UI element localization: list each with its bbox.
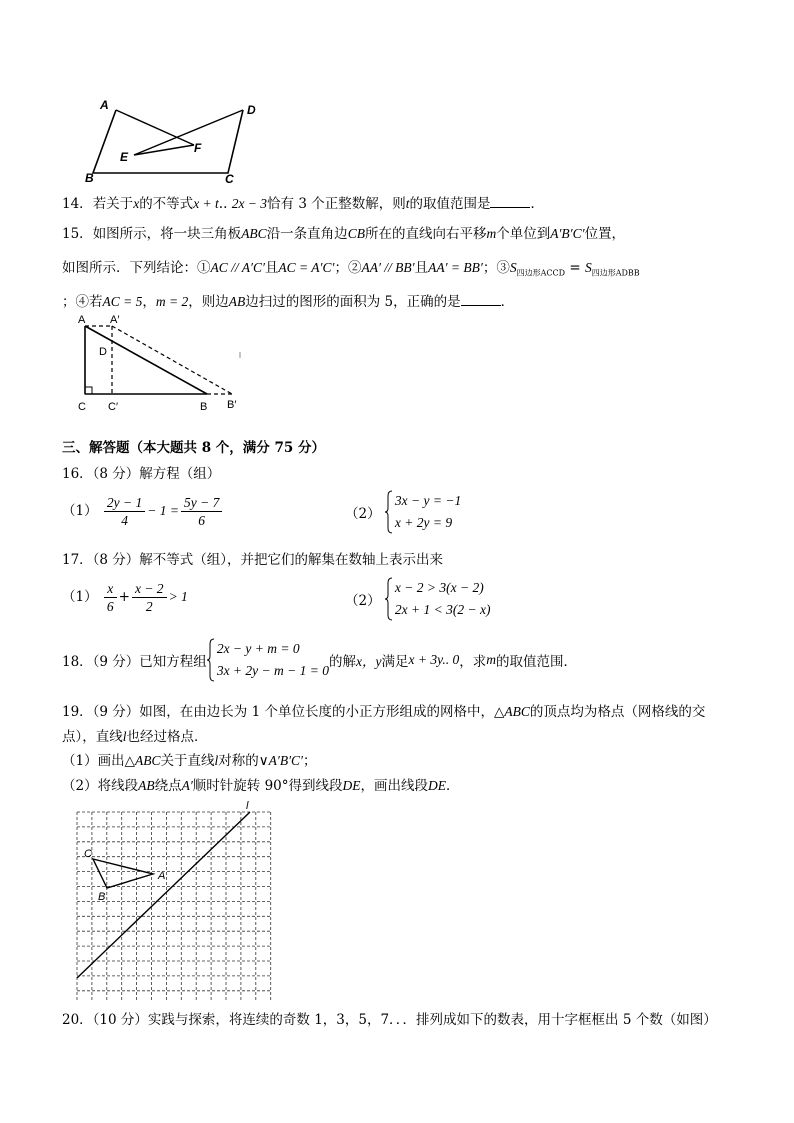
fig2-label-b-prime: B′	[227, 399, 237, 411]
part-label: （1）	[62, 503, 98, 519]
question-18	[62, 638, 577, 682]
q18-text: 的取值范围．	[495, 654, 577, 670]
q15-text: 且	[264, 260, 279, 276]
q15-math: AC = 5	[102, 294, 143, 309]
q15-math: =	[565, 260, 585, 276]
equation-system	[385, 490, 461, 534]
q14-expr: x + t	[193, 196, 219, 211]
q15-text: ，	[142, 294, 156, 310]
fraction-denominator: 6	[198, 513, 206, 528]
question-19-sub2	[62, 774, 460, 794]
math-text: +	[118, 589, 130, 605]
figure-triangle-translation	[72, 312, 252, 414]
fraction-numerator: 5y − 7	[181, 494, 222, 512]
q19-math: ∨A′B′C′	[258, 753, 303, 768]
q15-math: m	[486, 226, 497, 241]
q19-text: 顺时针旋转 90°得到线段	[192, 778, 343, 794]
question-16-head: 16．（8 分）解方程（组）	[62, 466, 221, 482]
question-15-line1	[62, 222, 625, 242]
equation-system	[207, 638, 329, 682]
fig2-label-c-prime: C′	[108, 401, 119, 413]
fig2-label-a-prime: A′	[110, 314, 120, 326]
fig1-label-b: B	[85, 171, 94, 185]
q19-math: △ABC	[124, 753, 161, 768]
q15-math: AB	[228, 294, 246, 309]
answer-blank[interactable]	[461, 293, 501, 306]
question-17-part1	[62, 580, 188, 615]
q15-math: CB	[347, 226, 365, 241]
fig1-label-f: F	[194, 141, 202, 155]
q14-rel: ..	[218, 196, 228, 212]
question-17-head: 17．（8 分）解不等式（组），并把它们的解集在数轴上表示出来	[62, 552, 444, 568]
q15-text: 沿一条直角边	[266, 226, 348, 242]
q15-text: 个单位到	[496, 226, 551, 242]
fig2-label-a: A	[78, 314, 86, 326]
equation: 3x − y = −1	[394, 493, 462, 508]
math-text: − 1 =	[147, 503, 179, 518]
q14-var: t	[405, 196, 410, 211]
inequality: 2x + 1 < 3(2 − x)	[394, 602, 491, 617]
q19-text: ．	[446, 778, 460, 794]
fig1-label-d: D	[247, 103, 256, 117]
inequality-system	[385, 577, 491, 621]
q19-math: DE	[342, 778, 361, 793]
q15-text: ；③	[482, 260, 510, 276]
math-text: > 1	[168, 589, 188, 604]
fig1-label-a: A	[100, 98, 109, 112]
equation: 2x − y + m = 0	[216, 641, 300, 656]
q15-text: 位置，	[584, 226, 626, 242]
fig1-label-c: C	[225, 172, 234, 185]
part-label: （2）	[345, 593, 381, 609]
q15-text: ；④若	[62, 294, 103, 310]
q14-text: 恰有 3 个正整数解，则	[267, 196, 406, 212]
question-15-line2	[62, 256, 640, 279]
fraction-denominator: 2	[145, 599, 153, 614]
q18-math: x + 3y.. 0	[408, 652, 460, 667]
q18-text: 18．（9 分）已知方程组	[62, 654, 207, 670]
q15-math: AA′ = BB′	[428, 260, 483, 275]
q19-text: （2）将线段	[62, 778, 139, 794]
q19-math: l	[214, 753, 219, 768]
q15-text: ；②	[334, 260, 362, 276]
q19-text: 绕点	[154, 778, 182, 794]
q15-number: 15．	[62, 226, 93, 242]
q15-math: S	[584, 260, 592, 275]
q19-text: 也经过格点．	[126, 729, 208, 745]
fraction-numerator: 2y − 1	[104, 494, 145, 512]
q18-math: m	[486, 652, 496, 667]
q15-sub: 四边形ACCD	[516, 268, 566, 278]
part-label: （1）	[62, 589, 98, 605]
question-14	[62, 192, 544, 212]
question-16-part1	[62, 494, 224, 529]
q15-math: S	[509, 260, 517, 275]
q15-math: AC = A′C′	[278, 260, 335, 275]
q19-text: 关于直线	[160, 753, 215, 769]
q15-text: 如图所示，将一块三角板	[92, 226, 242, 242]
fraction-denominator: 4	[121, 513, 128, 528]
question-17-part2	[345, 577, 490, 621]
figure-grid	[68, 800, 273, 1002]
fig2-label-c: C	[78, 401, 86, 413]
equation: 3x + 2y − m − 1 = 0	[216, 663, 329, 678]
q19-text: ，画出线段	[360, 778, 429, 794]
q15-text: 边扫过的图形的面积为 5，正确的是	[245, 294, 461, 310]
question-16-part2	[345, 490, 461, 534]
question-19-line2	[62, 725, 208, 745]
q19-text: 19．（9 分）如图，在由边长为 1 个单位长度的小正方形组成的网格中，	[62, 704, 494, 720]
q15-math: AA′ // BB′	[361, 260, 415, 275]
q19-text: 点），直线	[62, 729, 123, 745]
q15-text: 所在的直线向右平移	[364, 226, 487, 242]
triangle-abc	[93, 859, 153, 888]
q15-math: AC // A′C′	[210, 260, 265, 275]
part-label: （2）	[345, 506, 381, 522]
q19-math: l	[122, 729, 127, 744]
answer-blank[interactable]	[490, 195, 530, 208]
fig3-label-c: C	[84, 848, 92, 860]
q15-math: A′B′C′	[550, 226, 585, 241]
q19-text: 对称的	[218, 753, 259, 769]
fraction-numerator: x	[104, 580, 117, 598]
q19-math: AB	[138, 778, 155, 793]
q14-expr: 2x − 3	[231, 196, 268, 211]
q19-text: ；	[303, 753, 317, 769]
fig3-label-l: l	[246, 800, 249, 812]
inequality: x − 2 > 3(x − 2)	[394, 580, 484, 595]
q15-text: ，则边	[188, 294, 229, 310]
q19-math: A′	[181, 778, 193, 793]
grid-lines	[77, 812, 271, 1002]
question-15-line3	[62, 290, 514, 310]
q18-text: ，求	[459, 654, 487, 670]
fraction-numerator: x − 2	[132, 580, 167, 598]
q15-text: 如图所示．下列结论：①	[62, 260, 211, 276]
fig2-label-d: D	[99, 346, 107, 358]
question-19-line1	[62, 700, 705, 720]
fig2-label-b: B	[200, 401, 208, 413]
fraction-denominator: 6	[106, 599, 114, 614]
equation: x + 2y = 9	[394, 515, 453, 530]
q18-text: 的解	[329, 654, 356, 670]
fig1-label-e: E	[120, 150, 129, 164]
q19-text: 的顶点均为格点（网格线的交	[529, 704, 706, 720]
q15-text: 且	[414, 260, 429, 276]
fig3-label-a: A	[158, 870, 166, 882]
q15-end: ．	[500, 294, 515, 310]
q14-text: 的取值范围是	[409, 196, 491, 212]
question-20: 20．（10 分）实践与探索，将连续的奇数 1，3，5，7．．．排列成如下的数表，用十字框框出 5 个数（如图）	[62, 1012, 717, 1028]
q18-text: 满足	[381, 654, 409, 670]
q19-text: （1）画出	[62, 753, 125, 769]
q19-math: DE	[428, 778, 447, 793]
q18-math: x，y	[356, 654, 382, 669]
fig3-label-b: B	[98, 891, 106, 903]
q14-var: x	[133, 196, 140, 211]
section-title: 三、解答题（本大题共 8 个，满分 75 分）	[62, 440, 325, 456]
q15-math: ABC	[241, 226, 267, 241]
q14-end: ．	[530, 196, 544, 212]
q15-math: m = 2	[155, 294, 189, 309]
question-19-sub1	[62, 749, 317, 769]
q19-math: △ABC	[493, 704, 530, 719]
q14-text: 若关于	[92, 196, 134, 212]
q14-text: 的不等式	[139, 196, 194, 212]
q14-number: 14．	[62, 196, 93, 212]
q15-sub: 四边形ADBB	[591, 268, 640, 278]
figure-quadrilateral	[80, 95, 270, 185]
